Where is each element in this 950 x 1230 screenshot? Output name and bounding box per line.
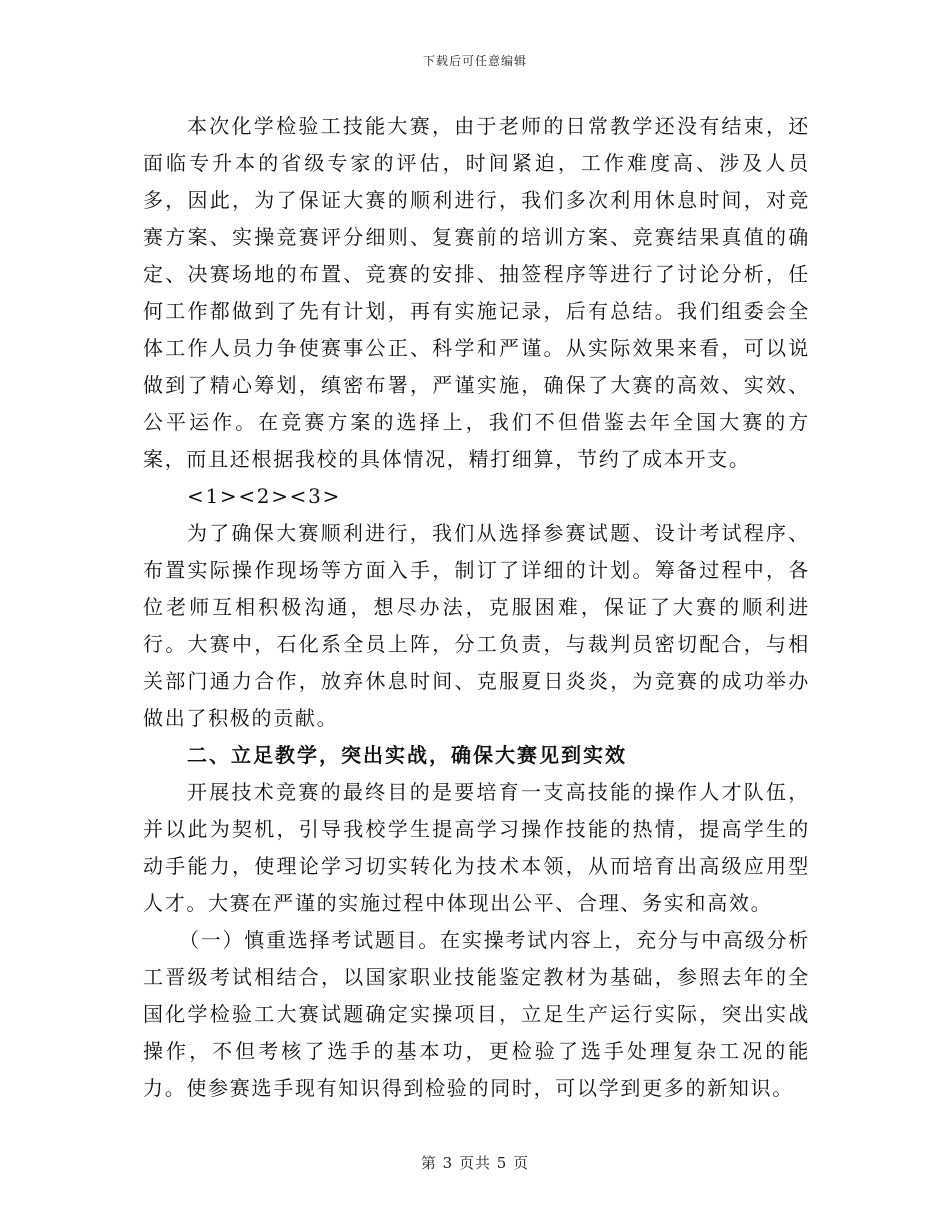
reference-markers: <1><2><3>	[187, 484, 342, 508]
subsection-paragraph: （一）慎重选择考试题目。在实操考试内容上，充分与中高级分析工晋级考试相结合，以国家职业技能鉴定教材为基础，参照去年的全国化学检验工大赛试题确定实操项目，立足生产运行实际，突出实战操作，不但考核了选手的基本功，更检验了选手处理复杂工况的能力。使参赛选手现有知识得到检验的同时，可以学到更多的新知识。	[143, 928, 810, 1100]
section-heading: 二、立足教学，突出实战，确保大赛见到实效	[187, 743, 627, 767]
page-footer: 第 3 页共 5 页	[420, 1154, 530, 1172]
body-paragraph: 为了确保大赛顺利进行，我们从选择参赛试题、设计考试程序、布置实际操作现场等方面入手，制订了详细的计划。筹备过程中，各位老师互相积极沟通，想尽办法，克服困难，保证了大赛的顺利进行。大赛中，石化系全员上阵，分工负责，与裁判员密切配合，与相关部门通力合作，放弃休息时间、克服夏日炎炎，为竞赛的成功举办做出了积极的贡献。	[143, 521, 810, 730]
body-paragraph: 开展技术竞赛的最终目的是要培育一支高技能的操作人才队伍，并以此为契机，引导我校学生提高学习操作技能的热情，提高学生的动手能力，使理论学习切实转化为技术本领，从而培育出高级应用型人才。大赛在严谨的实施过程中体现出公平、合理、务实和高效。	[143, 780, 810, 915]
page-header: 下载后可任意编辑	[422, 54, 527, 68]
body-paragraph: 本次化学检验工技能大赛，由于老师的日常教学还没有结束，还面临专升本的省级专家的评估，时间紧迫，工作难度高、涉及人员多，因此，为了保证大赛的顺利进行，我们多次利用休息时间，对竞赛方案、实操竞赛评分细则、复赛前的培训方案、竞赛结果真值的确定、决赛场地的布置、竞赛的安排、抽签程序等进行了讨论分析，任何工作都做到了先有计划，再有实施记录，后有总结。我们组委会全体工作人员力争使赛事公正、科学和严谨。从实际效果来看，可以说做到了精心筹划，缜密布署，严谨实施，确保了大赛的高效、实效、公平运作。在竞赛方案的选择上，我们不但借鉴去年全国大赛的方案，而且还根据我校的具体情况，精打细算，节约了成本开支。	[143, 114, 810, 471]
document-body	[143, 108, 810, 1107]
